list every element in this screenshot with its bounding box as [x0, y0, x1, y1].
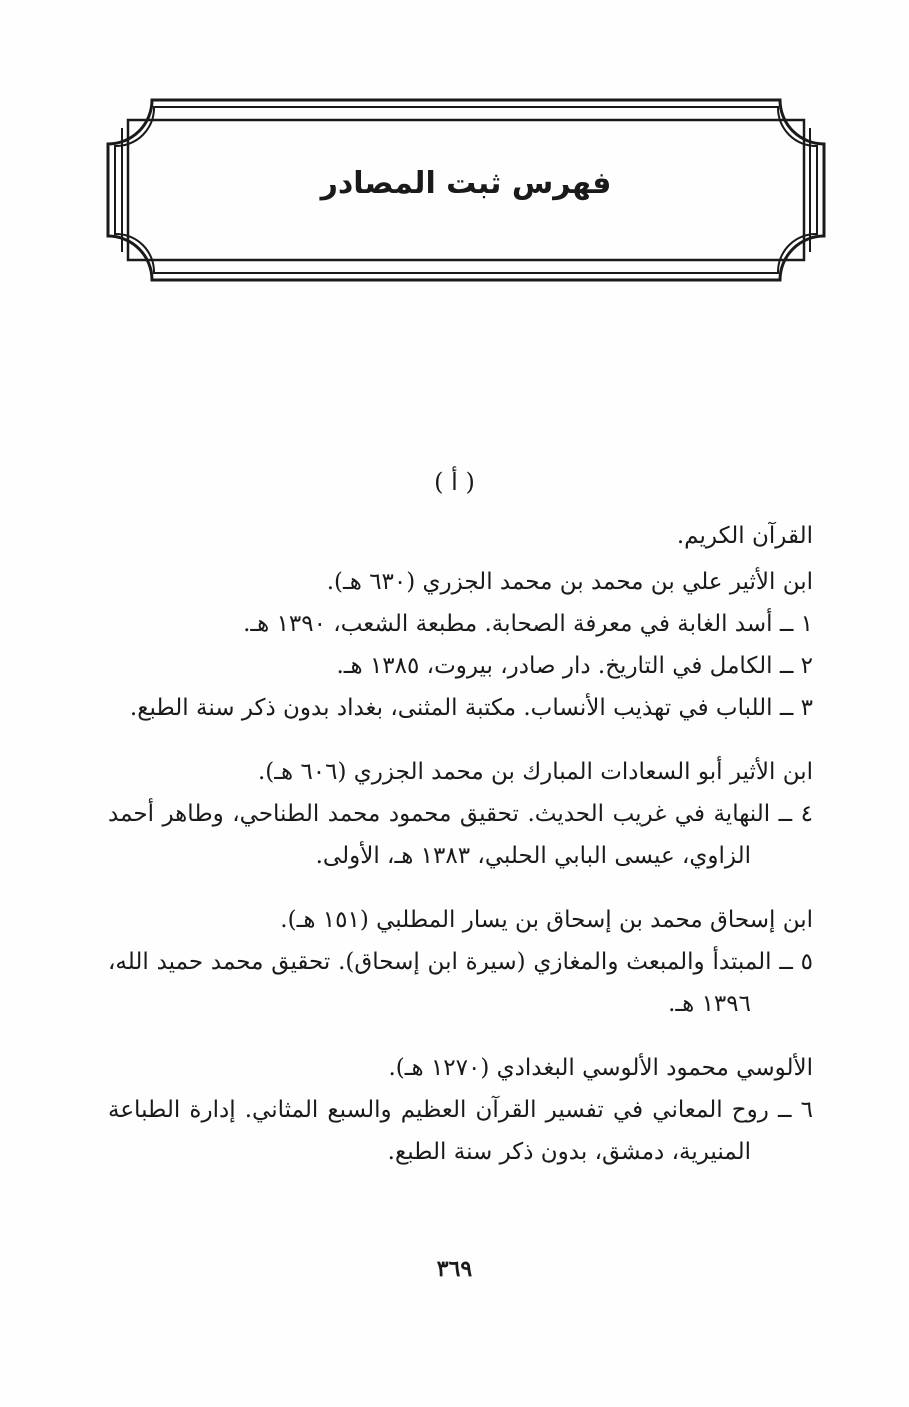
author-entry: القرآن الكريم. — [676, 523, 813, 549]
section-letter: ( أ ) — [434, 468, 475, 496]
work-entry: ٦ ــ روح المعاني في تفسير القرآن العظيم والسبع المثاني. إدارة الطباعة المنيرية، دمشق، بدون ذكر سنة الطبع. — [108, 1097, 813, 1165]
work-entry: ٢ ــ الكامل في التاريخ. دار صادر، بيروت، ١٣٨٥ هـ. — [336, 653, 813, 679]
work-entry: ٣ ــ اللباب في تهذيب الأنساب. مكتبة المثنى، بغداد بدون ذكر سنة الطبع. — [129, 695, 813, 721]
author-entry: الألوسي محمود الألوسي البغدادي (١٢٧٠ هـ). — [388, 1055, 813, 1081]
author-entry: ابن الأثير علي بن محمد بن محمد الجزري (٦٣٠ هـ). — [326, 569, 813, 595]
page-number: ٣٦٩ — [436, 1256, 473, 1282]
author-entry: ابن الأثير أبو السعادات المبارك بن محمد الجزري (٦٠٦ هـ). — [257, 759, 813, 785]
title-frame — [106, 98, 826, 282]
work-entry: ٤ ــ النهاية في غريب الحديث. تحقيق محمود محمد الطناحي، وطاهر أحمد الزاوي، عيسى البابي الحلبي، ١٣٨٣ هـ، الأولى. — [108, 801, 813, 869]
work-entry: ١ ــ أسد الغابة في معرفة الصحابة. مطبعة الشعب، ١٣٩٠ هـ. — [243, 611, 813, 637]
author-entry: ابن إسحاق محمد بن إسحاق بن يسار المطلبي (١٥١ هـ). — [280, 907, 813, 933]
bibliography-list — [108, 515, 813, 1173]
page-title: فهرس ثبت المصادر — [320, 166, 612, 201]
work-entry: ٥ ــ المبتدأ والمبعث والمغازي (سيرة ابن إسحاق). تحقيق محمد حميد الله، ١٣٩٦ هـ. — [108, 949, 813, 1017]
